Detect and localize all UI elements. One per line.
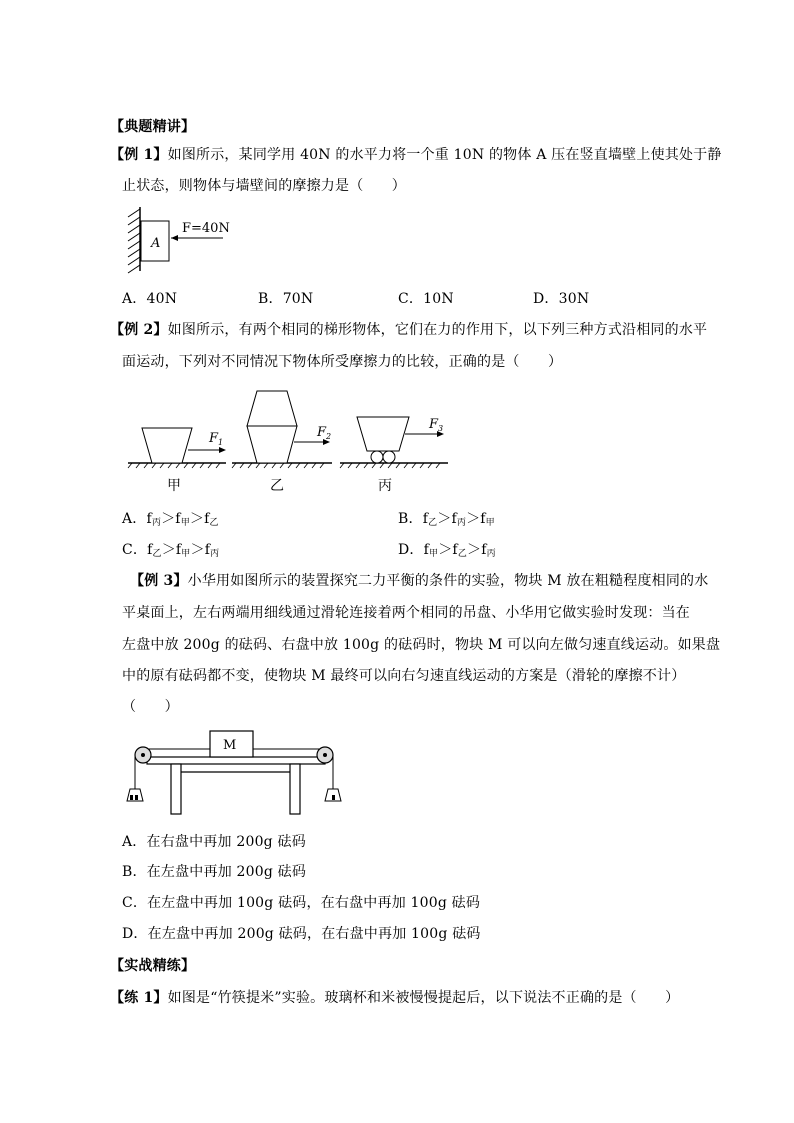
ex2-caption-bing: 丙 (378, 478, 392, 494)
ex1-line2: 止状态，则物体与墙壁间的摩擦力是（ ） (122, 178, 406, 194)
section-title-dianti: 【典题精讲】 (110, 119, 196, 135)
ex1-option-c: C．10N (398, 291, 454, 307)
ex2-roller-2 (383, 451, 395, 463)
ex2-label-f3: $F_3$ (429, 417, 444, 433)
ex3-table-top (147, 757, 325, 764)
ex3-text-line1 (130, 572, 708, 590)
ex2-trapezoid-bing (357, 417, 409, 451)
ex3-line4: 中的原有砝码都不变，使物块 M 最终可以向右匀速直线运动的方案是（滑轮的摩擦不计） (122, 668, 686, 684)
ex1-wall-hatch (128, 209, 140, 273)
ex2-trapezoid-yi-bottom (247, 426, 297, 463)
ex3-option-c: C．在左盘中再加 100g 砝码，在右盘中再加 100g 砝码 (122, 895, 481, 911)
ex3-figure-pulley-table (125, 727, 345, 819)
ex2-line1: 如图所示，有两个相同的梯形物体，它们在力的作用下，以下列三种方式沿相同的水平 (167, 322, 708, 338)
ex2-label-f2: $F_2$ (317, 425, 332, 441)
pr1-tag: 【练 1】 (110, 990, 168, 1006)
ex2-option-d: D．$f_甲>f_乙>f_丙$ (398, 542, 496, 559)
ex2-line2: 面运动，下列对不同情况下物体所受摩擦力的比较，正确的是（ ） (122, 354, 563, 370)
ex1-line1: 如图所示，某同学用 40N 的水平力将一个重 10N 的物体 A 压在竖直墙壁上使其处于静 (167, 147, 722, 163)
ex1-option-a: A．40N (122, 291, 178, 307)
ex1-option-d: D．30N (533, 291, 590, 307)
section-title-shizhan: 【实战精练】 (110, 958, 196, 974)
ex1-text-line1 (110, 146, 722, 164)
ex2-caption-jia: 甲 (167, 478, 181, 494)
ex2-text-line1 (110, 321, 707, 339)
ex1-tag: 【例 1】 (110, 147, 168, 163)
ex1-force-label: F=40N (182, 221, 230, 236)
ex2-caption-yi: 乙 (270, 478, 284, 494)
ex2-option-b: B．$f_乙>f_丙>f_甲$ (398, 511, 495, 528)
ex3-option-d: D．在左盘中再加 200g 砝码，在右盘中再加 100g 砝码 (122, 926, 481, 942)
ex1-figure-wall-block (120, 205, 240, 275)
ex3-tag: 【例 3】 (130, 573, 188, 589)
ex1-block-label: A (151, 236, 161, 251)
pr1-line1: 如图是“竹筷提米”实验。玻璃杯和米被慢慢提起后，以下说法不正确的是（ ） (167, 990, 680, 1006)
ex3-line1: 小华用如图所示的装置探究二力平衡的条件的实验，物块 M 放在粗糙程度相同的水 (187, 573, 709, 589)
ex2-tag: 【例 2】 (110, 322, 168, 338)
ex3-table-leg-left (171, 764, 181, 814)
ex2-trapezoid-jia (142, 428, 192, 463)
ex3-option-a: A．在右盘中再加 200g 砝码 (122, 834, 306, 850)
pr1-text-line1 (110, 989, 679, 1007)
ex2-trapezoid-yi-top (247, 391, 297, 426)
ex3-line5: （ ） (122, 699, 179, 715)
ex1-force-arrowhead (171, 235, 178, 241)
ex2-roller-1 (371, 451, 383, 463)
ex3-option-b: B．在左盘中再加 200g 砝码 (122, 864, 307, 880)
ex1-option-b: B．70N (258, 291, 314, 307)
ex2-arrowhead-f1 (219, 447, 226, 453)
ex2-option-c: C．$f_乙>f_甲>f_丙$ (122, 542, 220, 559)
ex3-line3: 左盘中放 200g 的砝码、右盘中放 100g 的砝码时，物块 M 可以向左做匀速直线运动。如果盘 (122, 637, 721, 653)
ex2-figure-trapezoids (126, 388, 456, 498)
ex2-option-a: A．$f_丙>f_甲>f_乙$ (122, 511, 219, 528)
ex2-label-f1: $F_1$ (209, 431, 224, 447)
ex3-block-label: M (223, 738, 237, 753)
ex3-table-leg-right (290, 764, 300, 814)
ex3-line2: 平桌面上，左右两端用细线通过滑轮连接着两个相同的吊盘、小华用它做实验时发现：当在 (122, 605, 690, 621)
